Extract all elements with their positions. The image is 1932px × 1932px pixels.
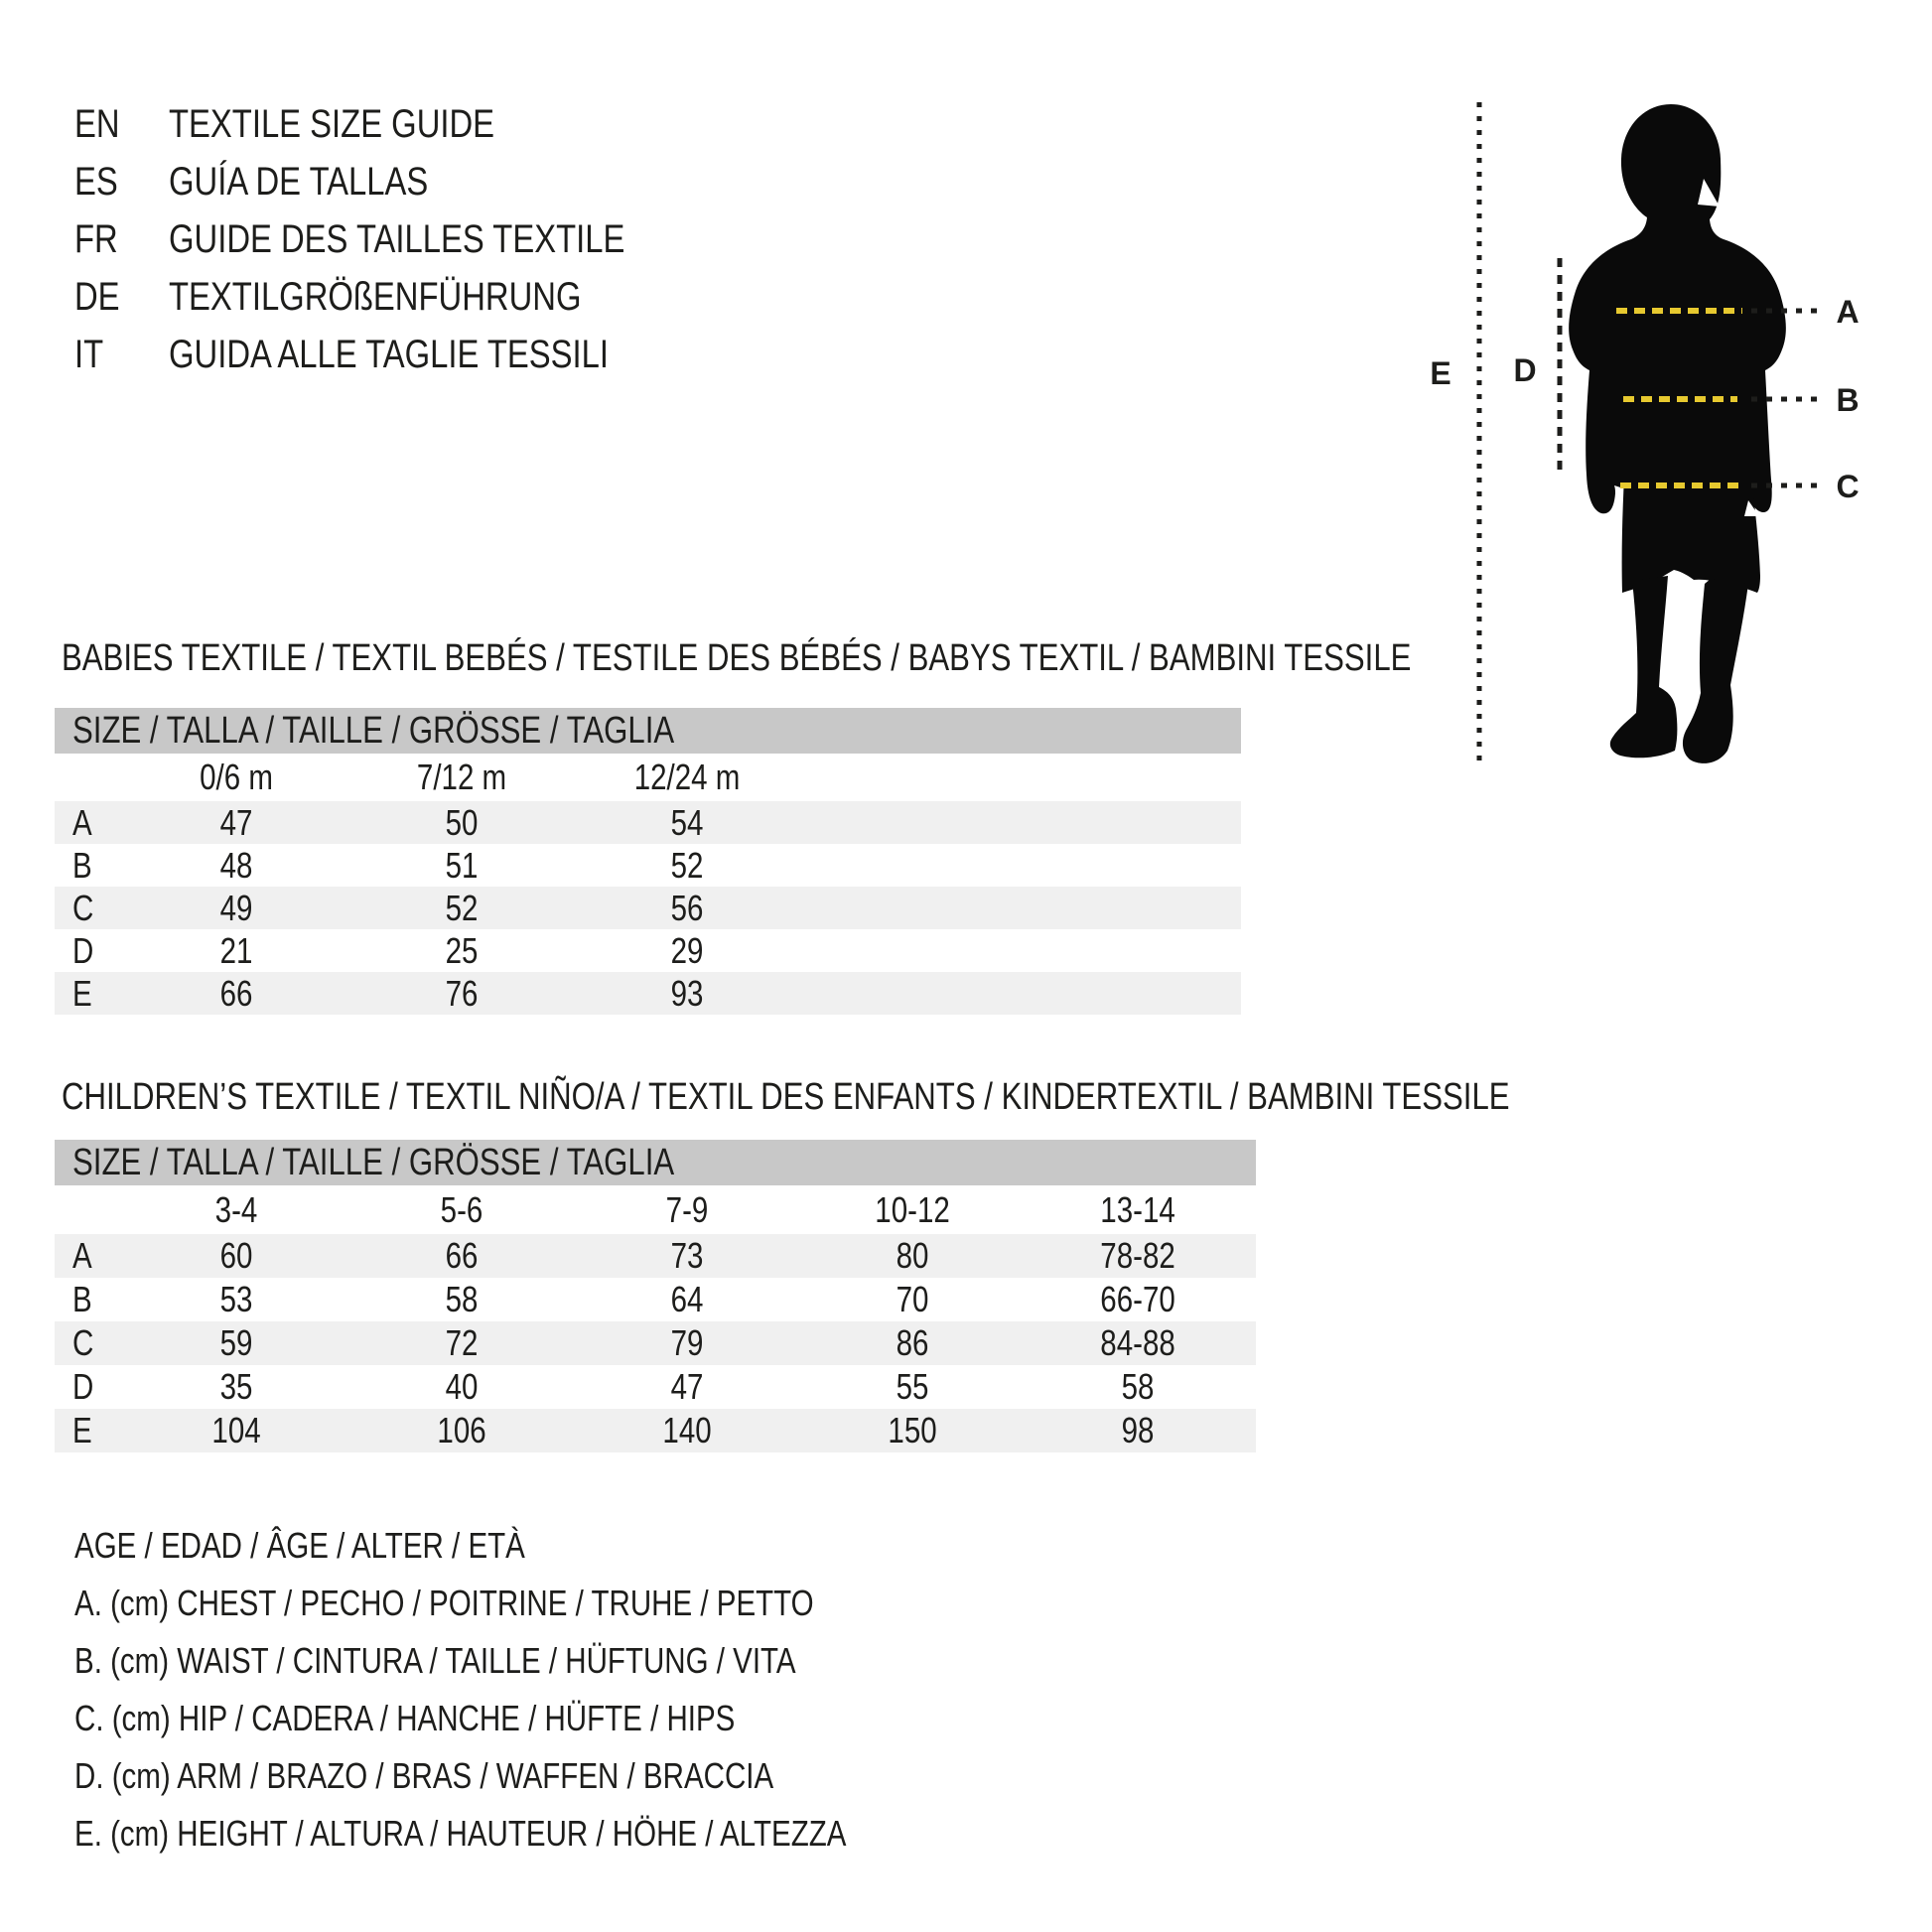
lang-row-it bbox=[74, 326, 725, 383]
lang-title: GUÍA DE TALLAS bbox=[169, 159, 429, 204]
cell-value: 59 bbox=[220, 1322, 253, 1363]
cell-value: 150 bbox=[888, 1410, 938, 1450]
row-label: E bbox=[72, 1410, 92, 1450]
row-label: B bbox=[72, 1279, 92, 1319]
cell-value: 76 bbox=[446, 972, 479, 1014]
legend-line: D. (cm) ARM / BRAZO / BRAS / WAFFEN / BRACCIA bbox=[74, 1755, 774, 1796]
lang-row-de bbox=[74, 268, 725, 326]
cell-value: 29 bbox=[671, 929, 704, 971]
cell-value: 98 bbox=[1122, 1410, 1155, 1450]
cell-value: 47 bbox=[220, 801, 253, 843]
label-b: B bbox=[1836, 382, 1860, 418]
cell-value: 21 bbox=[220, 929, 253, 971]
cell-value: 72 bbox=[446, 1322, 479, 1363]
cell-value: 25 bbox=[446, 929, 479, 971]
children-column-headers bbox=[55, 1185, 1256, 1234]
legend-line: C. (cm) HIP / CADERA / HANCHE / HÜFTE / HIPS bbox=[74, 1698, 736, 1738]
cell-value: 51 bbox=[446, 844, 479, 886]
babies-table bbox=[55, 754, 1241, 1015]
label-c: C bbox=[1836, 469, 1860, 504]
column-header: 7/12 m bbox=[417, 757, 507, 797]
cell-value: 52 bbox=[446, 887, 479, 928]
cell-value: 80 bbox=[897, 1235, 929, 1276]
cell-value: 52 bbox=[671, 844, 704, 886]
legend-line: AGE / EDAD / ÂGE / ALTER / ETÀ bbox=[74, 1525, 525, 1566]
cell-value: 93 bbox=[671, 972, 704, 1014]
cell-value: 60 bbox=[220, 1235, 253, 1276]
cell-value: 78-82 bbox=[1100, 1235, 1176, 1276]
table-row bbox=[55, 887, 1241, 929]
lang-title: TEXTILGRÖßENFÜHRUNG bbox=[169, 274, 582, 319]
lang-row-es bbox=[74, 153, 725, 210]
cell-value: 79 bbox=[671, 1322, 704, 1363]
column-header: 0/6 m bbox=[200, 757, 274, 797]
cell-value: 140 bbox=[662, 1410, 713, 1450]
cell-value: 86 bbox=[897, 1322, 929, 1363]
row-label: C bbox=[72, 887, 94, 928]
legend-line: B. (cm) WAIST / CINTURA / TAILLE / HÜFTUNG / VITA bbox=[74, 1640, 796, 1681]
table-row bbox=[55, 1409, 1256, 1452]
lang-code: DE bbox=[74, 274, 120, 319]
column-header: 12/24 m bbox=[634, 757, 741, 797]
babies-column-headers bbox=[55, 754, 1241, 801]
cell-value: 55 bbox=[897, 1366, 929, 1407]
legend-line: A. (cm) CHEST / PECHO / POITRINE / TRUHE / PETTO bbox=[74, 1583, 814, 1623]
lang-title: TEXTILE SIZE GUIDE bbox=[169, 101, 495, 146]
children-size-header-bar: SIZE / TALLA / TAILLE / GRÖSSE / TAGLIA bbox=[55, 1140, 1256, 1185]
row-label: A bbox=[72, 801, 92, 843]
cell-value: 73 bbox=[671, 1235, 704, 1276]
row-label: C bbox=[72, 1322, 94, 1363]
table-row bbox=[55, 844, 1241, 887]
cell-value: 40 bbox=[446, 1366, 479, 1407]
legend-line: E. (cm) HEIGHT / ALTURA / HAUTEUR / HÖHE / ALTEZZA bbox=[74, 1813, 847, 1854]
column-header: 13-14 bbox=[1100, 1188, 1176, 1230]
table-row bbox=[55, 1321, 1256, 1365]
lang-title: GUIDE DES TAILLES TEXTILE bbox=[169, 216, 625, 261]
cell-value: 104 bbox=[211, 1410, 262, 1450]
lang-code: EN bbox=[74, 101, 120, 146]
cell-value: 47 bbox=[671, 1366, 704, 1407]
lang-row-fr bbox=[74, 210, 725, 268]
cell-value: 56 bbox=[671, 887, 704, 928]
children-section-title: CHILDREN’S TEXTILE / TEXTIL NIÑO/A / TEXTIL DES ENFANTS / KINDERTEXTIL / BAMBINI TESSILE bbox=[62, 1075, 1510, 1118]
babies-size-header-bar: SIZE / TALLA / TAILLE / GRÖSSE / TAGLIA bbox=[55, 708, 1241, 754]
cell-value: 35 bbox=[220, 1366, 253, 1407]
cell-value: 84-88 bbox=[1100, 1322, 1176, 1363]
cell-value: 70 bbox=[897, 1279, 929, 1319]
cell-value: 58 bbox=[446, 1279, 479, 1319]
row-label: A bbox=[72, 1235, 92, 1276]
row-label: D bbox=[72, 929, 94, 971]
cell-value: 66-70 bbox=[1100, 1279, 1176, 1319]
cell-value: 58 bbox=[1122, 1366, 1155, 1407]
lang-code: ES bbox=[74, 159, 118, 204]
row-label: E bbox=[72, 972, 92, 1014]
cell-value: 64 bbox=[671, 1279, 704, 1319]
cell-value: 53 bbox=[220, 1279, 253, 1319]
row-label: B bbox=[72, 844, 92, 886]
cell-value: 50 bbox=[446, 801, 479, 843]
cell-value: 66 bbox=[220, 972, 253, 1014]
table-row bbox=[55, 1365, 1256, 1409]
lang-row-en bbox=[74, 95, 725, 153]
column-header: 5-6 bbox=[441, 1188, 483, 1230]
lang-code: IT bbox=[74, 332, 104, 376]
table-row bbox=[55, 929, 1241, 972]
cell-value: 106 bbox=[437, 1410, 487, 1450]
table-row bbox=[55, 801, 1241, 844]
cell-value: 66 bbox=[446, 1235, 479, 1276]
measurement-legend bbox=[74, 1517, 1016, 1863]
table-row bbox=[55, 972, 1241, 1015]
cell-value: 54 bbox=[671, 801, 704, 843]
label-a: A bbox=[1836, 294, 1860, 330]
language-header bbox=[74, 95, 725, 383]
cell-value: 48 bbox=[220, 844, 253, 886]
silhouette-shorts bbox=[1622, 477, 1760, 593]
table-row bbox=[55, 1234, 1256, 1278]
table-row bbox=[55, 1278, 1256, 1321]
column-header: 3-4 bbox=[215, 1188, 258, 1230]
column-header: 7-9 bbox=[666, 1188, 709, 1230]
row-label: D bbox=[72, 1366, 94, 1407]
label-d: D bbox=[1513, 352, 1537, 388]
children-table bbox=[55, 1185, 1256, 1452]
lang-title: GUIDA ALLE TAGLIE TESSILI bbox=[169, 332, 610, 376]
cell-value: 49 bbox=[220, 887, 253, 928]
lang-code: FR bbox=[74, 216, 118, 261]
babies-section-title: BABIES TEXTILE / TEXTIL BEBÉS / TESTILE DES BÉBÉS / BABYS TEXTIL / BAMBINI TESSILE bbox=[62, 636, 1412, 679]
label-e: E bbox=[1430, 355, 1451, 391]
column-header: 10-12 bbox=[875, 1188, 951, 1230]
